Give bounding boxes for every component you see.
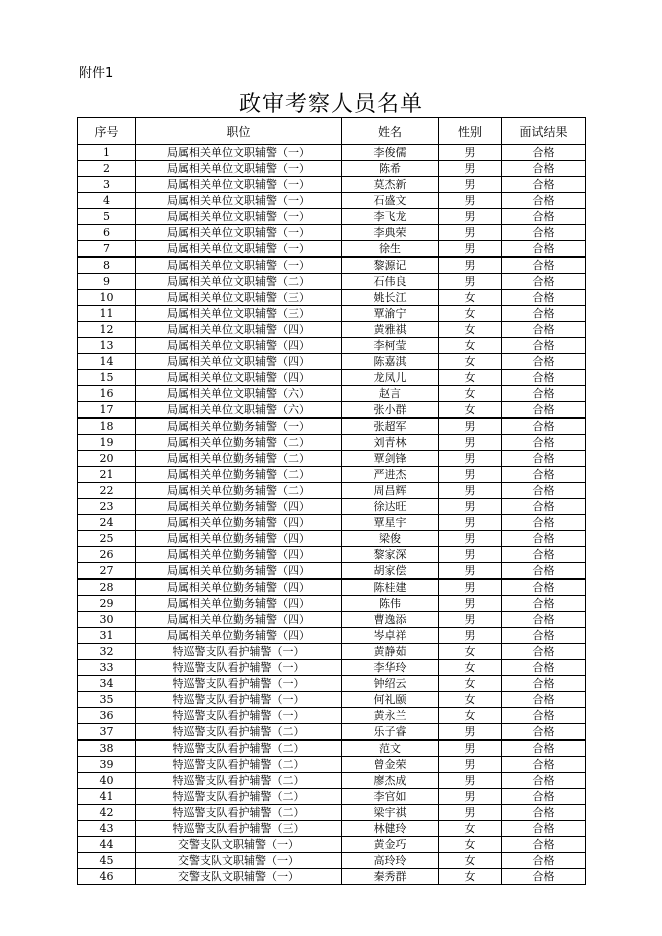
- cell-position: 局属相关单位勤务辅警（二）: [136, 467, 342, 483]
- page-title: 政审考察人员名单: [238, 92, 423, 117]
- cell-result: 合格: [502, 209, 586, 225]
- cell-result: 合格: [502, 821, 586, 837]
- table-row: [78, 676, 586, 692]
- cell-gender: 男: [439, 612, 502, 628]
- table-row: [78, 193, 586, 209]
- cell-position: 特巡警支队看护辅警（一）: [136, 692, 342, 708]
- cell-result: 合格: [502, 837, 586, 853]
- cell-name: 陈桂建: [342, 579, 439, 596]
- cell-gender: 男: [439, 209, 502, 225]
- cell-index: 39: [78, 757, 136, 773]
- table-row: [78, 563, 586, 580]
- cell-index: 25: [78, 531, 136, 547]
- table-row: [78, 257, 586, 274]
- cell-gender: 男: [439, 435, 502, 451]
- table-row: [78, 628, 586, 644]
- table-row: [78, 418, 586, 435]
- cell-index: 23: [78, 499, 136, 515]
- cell-gender: 女: [439, 290, 502, 306]
- cell-index: 41: [78, 789, 136, 805]
- cell-gender: 男: [439, 193, 502, 209]
- table-row: [78, 386, 586, 402]
- cell-gender: 男: [439, 257, 502, 274]
- cell-name: 梁宇祺: [342, 805, 439, 821]
- cell-index: 20: [78, 451, 136, 467]
- cell-name: 岑卓祥: [342, 628, 439, 644]
- cell-index: 15: [78, 370, 136, 386]
- cell-index: 24: [78, 515, 136, 531]
- table-row: [78, 757, 586, 773]
- cell-index: 12: [78, 322, 136, 338]
- table-row: [78, 451, 586, 467]
- cell-gender: 男: [439, 177, 502, 193]
- cell-index: 4: [78, 193, 136, 209]
- cell-result: 合格: [502, 145, 586, 161]
- cell-result: 合格: [502, 805, 586, 821]
- cell-gender: 男: [439, 451, 502, 467]
- table-row: [78, 579, 586, 596]
- cell-index: 19: [78, 435, 136, 451]
- cell-position: 局属相关单位勤务辅警（二）: [136, 483, 342, 499]
- cell-name: 覃剑锋: [342, 451, 439, 467]
- cell-index: 27: [78, 563, 136, 580]
- cell-index: 29: [78, 596, 136, 612]
- cell-position: 局属相关单位文职辅警（一）: [136, 241, 342, 258]
- cell-name: 何礼颐: [342, 692, 439, 708]
- cell-name: 黄永兰: [342, 708, 439, 724]
- table-row: [78, 402, 586, 419]
- table-row: [78, 354, 586, 370]
- cell-result: 合格: [502, 467, 586, 483]
- cell-result: 合格: [502, 435, 586, 451]
- cell-position: 局属相关单位文职辅警（一）: [136, 193, 342, 209]
- table-row: [78, 660, 586, 676]
- cell-position: 局属相关单位文职辅警（三）: [136, 290, 342, 306]
- cell-name: 梁俊: [342, 531, 439, 547]
- cell-index: 33: [78, 660, 136, 676]
- cell-result: 合格: [502, 161, 586, 177]
- cell-position: 特巡警支队看护辅警（二）: [136, 740, 342, 757]
- cell-position: 局属相关单位文职辅警（四）: [136, 322, 342, 338]
- cell-name: 廖杰成: [342, 773, 439, 789]
- cell-name: 石伟良: [342, 274, 439, 290]
- cell-index: 36: [78, 708, 136, 724]
- cell-gender: 女: [439, 644, 502, 660]
- cell-position: 特巡警支队看护辅警（一）: [136, 660, 342, 676]
- cell-position: 特巡警支队看护辅警（一）: [136, 644, 342, 660]
- cell-position: 局属相关单位勤务辅警（四）: [136, 515, 342, 531]
- table-row: [78, 531, 586, 547]
- cell-gender: 男: [439, 547, 502, 563]
- cell-index: 31: [78, 628, 136, 644]
- cell-name: 高玲玲: [342, 853, 439, 869]
- cell-position: 局属相关单位勤务辅警（四）: [136, 579, 342, 596]
- cell-position: 局属相关单位文职辅警（一）: [136, 209, 342, 225]
- cell-position: 局属相关单位文职辅警（六）: [136, 386, 342, 402]
- cell-gender: 男: [439, 145, 502, 161]
- cell-result: 合格: [502, 789, 586, 805]
- cell-name: 黎家深: [342, 547, 439, 563]
- cell-result: 合格: [502, 193, 586, 209]
- cell-name: 徐生: [342, 241, 439, 258]
- header-row: [78, 118, 586, 145]
- cell-position: 局属相关单位文职辅警（一）: [136, 225, 342, 241]
- cell-result: 合格: [502, 354, 586, 370]
- cell-position: 局属相关单位文职辅警（四）: [136, 370, 342, 386]
- cell-position: 局属相关单位文职辅警（一）: [136, 161, 342, 177]
- cell-position: 特巡警支队看护辅警（二）: [136, 757, 342, 773]
- cell-name: 胡家偿: [342, 563, 439, 580]
- table-row: [78, 612, 586, 628]
- cell-gender: 男: [439, 740, 502, 757]
- cell-name: 曾金荣: [342, 757, 439, 773]
- cell-name: 刘青林: [342, 435, 439, 451]
- cell-gender: 男: [439, 773, 502, 789]
- cell-name: 陈希: [342, 161, 439, 177]
- cell-gender: 男: [439, 274, 502, 290]
- cell-index: 28: [78, 579, 136, 596]
- cell-index: 30: [78, 612, 136, 628]
- cell-result: 合格: [502, 290, 586, 306]
- cell-index: 7: [78, 241, 136, 258]
- cell-position: 特巡警支队看护辅警（一）: [136, 708, 342, 724]
- header-result: 面试结果: [502, 118, 586, 145]
- cell-result: 合格: [502, 692, 586, 708]
- header-name: 姓名: [342, 118, 439, 145]
- cell-name: 李官如: [342, 789, 439, 805]
- cell-result: 合格: [502, 483, 586, 499]
- header-position: 职位: [136, 118, 342, 145]
- table-row: [78, 708, 586, 724]
- cell-index: 44: [78, 837, 136, 853]
- attachment-label: 附件1: [79, 66, 114, 81]
- cell-index: 16: [78, 386, 136, 402]
- table-row: [78, 483, 586, 499]
- header-gender: 性别: [439, 118, 502, 145]
- cell-index: 46: [78, 869, 136, 885]
- cell-name: 钟绍云: [342, 676, 439, 692]
- cell-gender: 男: [439, 241, 502, 258]
- cell-result: 合格: [502, 515, 586, 531]
- cell-gender: 男: [439, 225, 502, 241]
- cell-position: 局属相关单位文职辅警（四）: [136, 354, 342, 370]
- table-row: [78, 177, 586, 193]
- cell-index: 38: [78, 740, 136, 757]
- cell-index: 18: [78, 418, 136, 435]
- cell-index: 34: [78, 676, 136, 692]
- cell-index: 35: [78, 692, 136, 708]
- table-row: [78, 773, 586, 789]
- cell-name: 黎源记: [342, 257, 439, 274]
- cell-name: 张超军: [342, 418, 439, 435]
- cell-name: 陈伟: [342, 596, 439, 612]
- cell-result: 合格: [502, 386, 586, 402]
- cell-index: 45: [78, 853, 136, 869]
- cell-result: 合格: [502, 225, 586, 241]
- table-row: [78, 805, 586, 821]
- cell-position: 局属相关单位勤务辅警（四）: [136, 628, 342, 644]
- cell-result: 合格: [502, 628, 586, 644]
- cell-index: 22: [78, 483, 136, 499]
- cell-name: 赵言: [342, 386, 439, 402]
- cell-index: 21: [78, 467, 136, 483]
- cell-name: 乐子睿: [342, 724, 439, 741]
- cell-gender: 男: [439, 531, 502, 547]
- cell-result: 合格: [502, 596, 586, 612]
- cell-result: 合格: [502, 612, 586, 628]
- cell-index: 43: [78, 821, 136, 837]
- cell-result: 合格: [502, 370, 586, 386]
- cell-position: 交警支队文职辅警（一）: [136, 869, 342, 885]
- cell-gender: 女: [439, 869, 502, 885]
- table-row: [78, 789, 586, 805]
- table-row: [78, 869, 586, 885]
- table-row: [78, 306, 586, 322]
- cell-gender: 男: [439, 724, 502, 741]
- cell-gender: 女: [439, 306, 502, 322]
- cell-name: 黄雅祺: [342, 322, 439, 338]
- cell-name: 李华玲: [342, 660, 439, 676]
- cell-position: 局属相关单位勤务辅警（二）: [136, 451, 342, 467]
- cell-position: 特巡警支队看护辅警（一）: [136, 676, 342, 692]
- cell-name: 龙凤儿: [342, 370, 439, 386]
- cell-index: 3: [78, 177, 136, 193]
- table-row: [78, 515, 586, 531]
- cell-result: 合格: [502, 274, 586, 290]
- cell-position: 局属相关单位文职辅警（四）: [136, 338, 342, 354]
- cell-index: 1: [78, 145, 136, 161]
- cell-index: 14: [78, 354, 136, 370]
- cell-result: 合格: [502, 531, 586, 547]
- table-row: [78, 370, 586, 386]
- cell-position: 局属相关单位勤务辅警（四）: [136, 596, 342, 612]
- cell-gender: 男: [439, 789, 502, 805]
- table-row: [78, 740, 586, 757]
- table-row: [78, 274, 586, 290]
- cell-result: 合格: [502, 740, 586, 757]
- cell-result: 合格: [502, 563, 586, 580]
- cell-index: 5: [78, 209, 136, 225]
- cell-position: 局属相关单位勤务辅警（四）: [136, 499, 342, 515]
- table-row: [78, 225, 586, 241]
- cell-name: 周昌辉: [342, 483, 439, 499]
- cell-result: 合格: [502, 241, 586, 258]
- table-row: [78, 499, 586, 515]
- cell-gender: 女: [439, 708, 502, 724]
- cell-gender: 男: [439, 499, 502, 515]
- cell-gender: 男: [439, 757, 502, 773]
- cell-position: 局属相关单位勤务辅警（四）: [136, 547, 342, 563]
- table-row: [78, 837, 586, 853]
- cell-position: 特巡警支队看护辅警（二）: [136, 773, 342, 789]
- cell-index: 17: [78, 402, 136, 419]
- cell-position: 局属相关单位文职辅警（二）: [136, 274, 342, 290]
- cell-gender: 女: [439, 676, 502, 692]
- cell-position: 特巡警支队看护辅警（二）: [136, 724, 342, 741]
- cell-position: 局属相关单位文职辅警（三）: [136, 306, 342, 322]
- cell-index: 2: [78, 161, 136, 177]
- cell-gender: 男: [439, 563, 502, 580]
- cell-gender: 男: [439, 596, 502, 612]
- cell-gender: 男: [439, 483, 502, 499]
- cell-position: 交警支队文职辅警（一）: [136, 837, 342, 853]
- cell-position: 交警支队文职辅警（一）: [136, 853, 342, 869]
- cell-index: 26: [78, 547, 136, 563]
- cell-name: 秦秀群: [342, 869, 439, 885]
- cell-result: 合格: [502, 644, 586, 660]
- cell-gender: 男: [439, 418, 502, 435]
- cell-index: 10: [78, 290, 136, 306]
- cell-result: 合格: [502, 773, 586, 789]
- cell-gender: 女: [439, 692, 502, 708]
- cell-name: 张小群: [342, 402, 439, 419]
- cell-name: 曹逸添: [342, 612, 439, 628]
- table-row: [78, 821, 586, 837]
- table-row: [78, 853, 586, 869]
- cell-index: 40: [78, 773, 136, 789]
- cell-name: 黄金巧: [342, 837, 439, 853]
- cell-result: 合格: [502, 177, 586, 193]
- cell-name: 莫杰新: [342, 177, 439, 193]
- cell-position: 局属相关单位勤务辅警（四）: [136, 612, 342, 628]
- cell-index: 8: [78, 257, 136, 274]
- cell-gender: 女: [439, 386, 502, 402]
- cell-index: 32: [78, 644, 136, 660]
- table-row: [78, 145, 586, 161]
- cell-gender: 女: [439, 853, 502, 869]
- header-index: 序号: [78, 118, 136, 145]
- cell-result: 合格: [502, 451, 586, 467]
- cell-gender: 男: [439, 467, 502, 483]
- cell-gender: 女: [439, 354, 502, 370]
- cell-result: 合格: [502, 869, 586, 885]
- cell-name: 徐达旺: [342, 499, 439, 515]
- table-row: [78, 435, 586, 451]
- cell-result: 合格: [502, 338, 586, 354]
- cell-gender: 女: [439, 370, 502, 386]
- cell-gender: 女: [439, 837, 502, 853]
- cell-index: 9: [78, 274, 136, 290]
- cell-gender: 女: [439, 402, 502, 419]
- cell-name: 石盛文: [342, 193, 439, 209]
- cell-gender: 男: [439, 515, 502, 531]
- cell-name: 陈嘉淇: [342, 354, 439, 370]
- cell-result: 合格: [502, 579, 586, 596]
- table-row: [78, 209, 586, 225]
- cell-result: 合格: [502, 402, 586, 419]
- cell-index: 42: [78, 805, 136, 821]
- cell-gender: 女: [439, 660, 502, 676]
- cell-position: 局属相关单位勤务辅警（四）: [136, 531, 342, 547]
- cell-name: 林健玲: [342, 821, 439, 837]
- cell-name: 覃星宇: [342, 515, 439, 531]
- table-row: [78, 322, 586, 338]
- cell-result: 合格: [502, 499, 586, 515]
- cell-name: 覃渝宁: [342, 306, 439, 322]
- cell-result: 合格: [502, 853, 586, 869]
- cell-result: 合格: [502, 660, 586, 676]
- cell-position: 局属相关单位勤务辅警（四）: [136, 563, 342, 580]
- cell-result: 合格: [502, 257, 586, 274]
- cell-result: 合格: [502, 724, 586, 741]
- cell-gender: 女: [439, 821, 502, 837]
- cell-result: 合格: [502, 306, 586, 322]
- table-row: [78, 338, 586, 354]
- cell-result: 合格: [502, 676, 586, 692]
- cell-result: 合格: [502, 547, 586, 563]
- cell-index: 11: [78, 306, 136, 322]
- cell-gender: 女: [439, 322, 502, 338]
- personnel-table: [77, 117, 586, 885]
- cell-position: 局属相关单位文职辅警（一）: [136, 145, 342, 161]
- table-row: [78, 596, 586, 612]
- table-row: [78, 161, 586, 177]
- cell-position: 特巡警支队看护辅警（二）: [136, 789, 342, 805]
- cell-result: 合格: [502, 322, 586, 338]
- cell-name: 严进杰: [342, 467, 439, 483]
- table-body: [78, 145, 586, 885]
- cell-gender: 女: [439, 338, 502, 354]
- cell-result: 合格: [502, 708, 586, 724]
- cell-gender: 男: [439, 579, 502, 596]
- cell-gender: 男: [439, 161, 502, 177]
- cell-gender: 男: [439, 628, 502, 644]
- cell-position: 局属相关单位文职辅警（一）: [136, 177, 342, 193]
- cell-position: 局属相关单位勤务辅警（一）: [136, 418, 342, 435]
- cell-position: 局属相关单位文职辅警（六）: [136, 402, 342, 419]
- cell-name: 黄静茹: [342, 644, 439, 660]
- table-row: [78, 644, 586, 660]
- table-row: [78, 241, 586, 258]
- cell-name: 李俊儒: [342, 145, 439, 161]
- cell-gender: 男: [439, 805, 502, 821]
- table-row: [78, 290, 586, 306]
- cell-position: 特巡警支队看护辅警（三）: [136, 821, 342, 837]
- cell-index: 13: [78, 338, 136, 354]
- cell-name: 姚长江: [342, 290, 439, 306]
- table-row: [78, 467, 586, 483]
- cell-name: 李柯莹: [342, 338, 439, 354]
- cell-index: 37: [78, 724, 136, 741]
- cell-name: 李飞龙: [342, 209, 439, 225]
- cell-position: 局属相关单位勤务辅警（二）: [136, 435, 342, 451]
- cell-position: 局属相关单位文职辅警（一）: [136, 257, 342, 274]
- cell-result: 合格: [502, 418, 586, 435]
- cell-index: 6: [78, 225, 136, 241]
- cell-result: 合格: [502, 757, 586, 773]
- cell-name: 李典荣: [342, 225, 439, 241]
- table-row: [78, 692, 586, 708]
- table-row: [78, 547, 586, 563]
- cell-name: 范文: [342, 740, 439, 757]
- table-row: [78, 724, 586, 741]
- cell-position: 特巡警支队看护辅警（二）: [136, 805, 342, 821]
